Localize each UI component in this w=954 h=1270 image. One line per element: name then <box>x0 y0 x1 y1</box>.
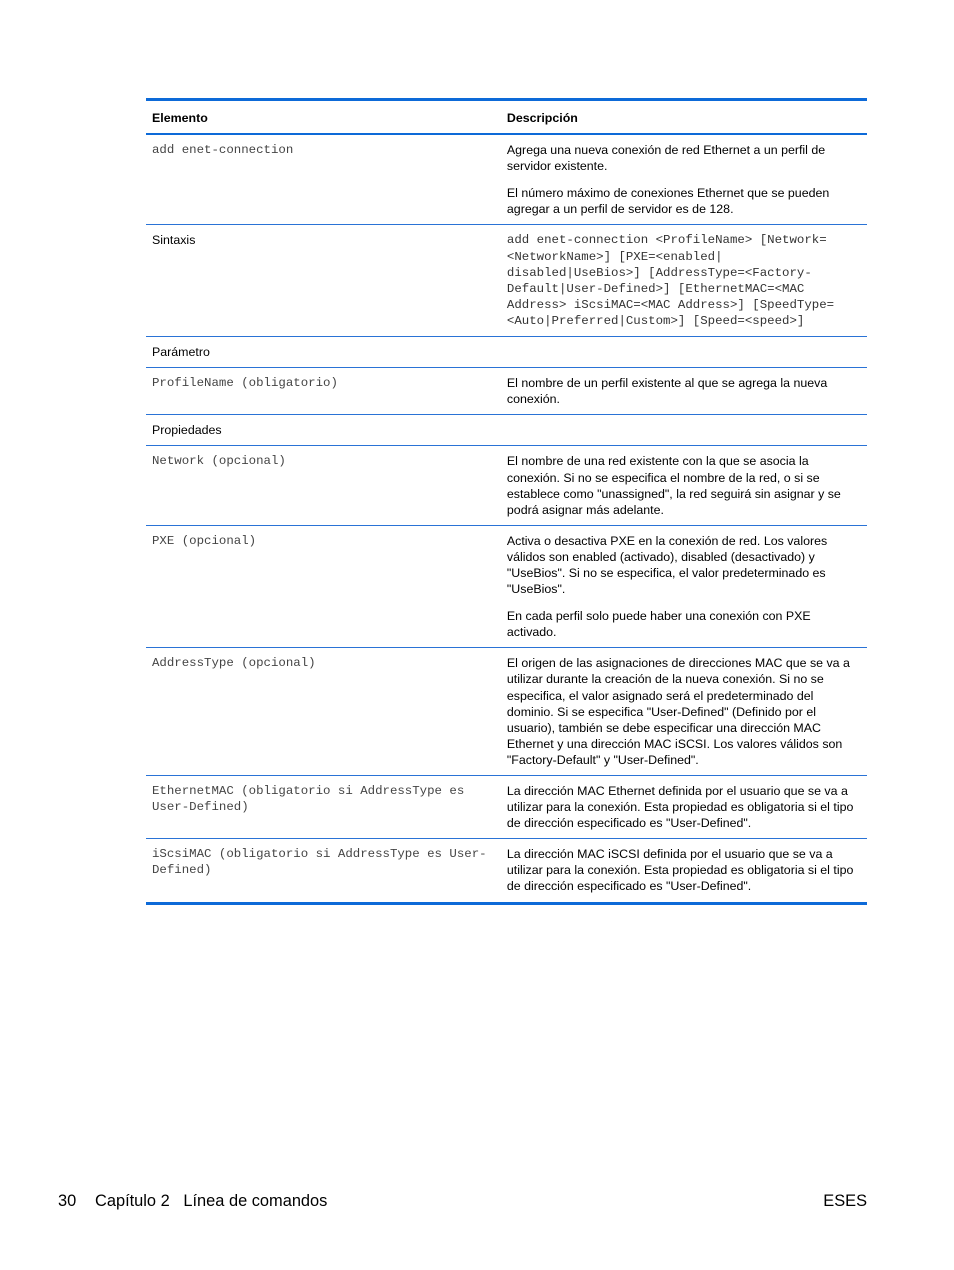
iscsimac-code: iScsiMAC (obligatorio si AddressType es User-Defined) <box>152 847 487 878</box>
table-row <box>146 525 867 648</box>
syntax-label: Sintaxis <box>146 225 501 337</box>
parameter-label: Parámetro <box>146 337 501 368</box>
page-number: 30 <box>58 1192 77 1210</box>
table-header-row <box>146 100 867 135</box>
element-code: add enet-connection <box>146 134 501 225</box>
table-row <box>146 225 867 337</box>
table-row <box>146 368 867 415</box>
header-element: Elemento <box>146 100 501 135</box>
element-description <box>501 134 867 225</box>
addresstype-description: El origen de las asignaciones de direcciones MAC que se va a utilizar durante la creación de la nueva conexión. Si no se especifica, el valor asignado será el predeterminado del dominio. Si se especifica "User-Defined" (Definido por el usuario), también se debe especificar una dirección MAC Ethernet y una dirección MAC iSCSI. Los valores válidos son "Factory-Default" y "User-Defined". <box>501 648 867 776</box>
addresstype-code: AddressType (opcional) <box>146 648 501 776</box>
profile-description: El nombre de un perfil existente al que se agrega la nueva conexión. <box>501 368 867 415</box>
element-desc-2: El número máximo de conexiones Ethernet que se pueden agregar a un perfil de servidor es de 128. <box>506 186 830 217</box>
properties-label: Propiedades <box>146 415 501 446</box>
table-row <box>146 415 867 446</box>
ethernetmac-description: La dirección MAC Ethernet definida por el usuario que se va a utilizar para la conexión. Esta propiedad es obligatoria si el tipo de dirección especificado es "User-Defined". <box>501 776 867 839</box>
command-table <box>146 98 867 905</box>
profile-code: ProfileName (obligatorio) <box>146 368 501 415</box>
empty-cell <box>501 415 867 446</box>
table-row <box>146 446 867 525</box>
pxe-description <box>501 525 867 648</box>
chapter-title: Capítulo 2 Línea de comandos <box>95 1192 328 1210</box>
table-row <box>146 337 867 368</box>
iscsimac-description: La dirección MAC iSCSI definida por el usuario que se va a utilizar para la conexión. Esta propiedad es obligatoria si el tipo de dirección especificado es "User-Defined". <box>506 847 854 894</box>
table-row <box>146 776 867 839</box>
pxe-code: PXE (opcional) <box>146 525 501 648</box>
header-description: Descripción <box>501 100 867 135</box>
table-row <box>146 648 867 776</box>
syntax-code: add enet-connection <ProfileName> [Network=<NetworkName>] [PXE=<enabled| disabled|UseBios>] [AddressType=<Factory-Default|User-Defined>] [EthernetMAC=<MAC Address> iScsiMAC=<MAC Address>] [SpeedType=<Auto|Preferred|Custom>] [Speed=<speed>] <box>501 225 867 337</box>
network-description: El nombre de una red existente con la que se asocia la conexión. Si no se especifica el nombre de la red, o si se establece como "unassigned", la red seguirá sin asignar y se podrá asignar más adelante. <box>501 446 867 525</box>
network-code: Network (opcional) <box>146 446 501 525</box>
table-row <box>146 839 867 903</box>
pxe-desc-1: Activa o desactiva PXE en la conexión de red. Los valores válidos son enabled (activado), disabled (desactivado) y "UseBios". Si no se especifica, el valor predeterminado es "UseBios". <box>506 533 828 597</box>
pxe-desc-2: En cada perfil solo puede haber una conexión con PXE activado. <box>506 609 811 640</box>
empty-cell <box>501 337 867 368</box>
element-desc-1: Agrega una nueva conexión de red Ethernet a un perfil de servidor existente. <box>506 143 826 174</box>
table-row <box>146 134 867 225</box>
language-code: ESES <box>823 1192 867 1210</box>
ethernetmac-code: EthernetMAC (obligatorio si AddressType es User-Defined) <box>146 776 501 839</box>
